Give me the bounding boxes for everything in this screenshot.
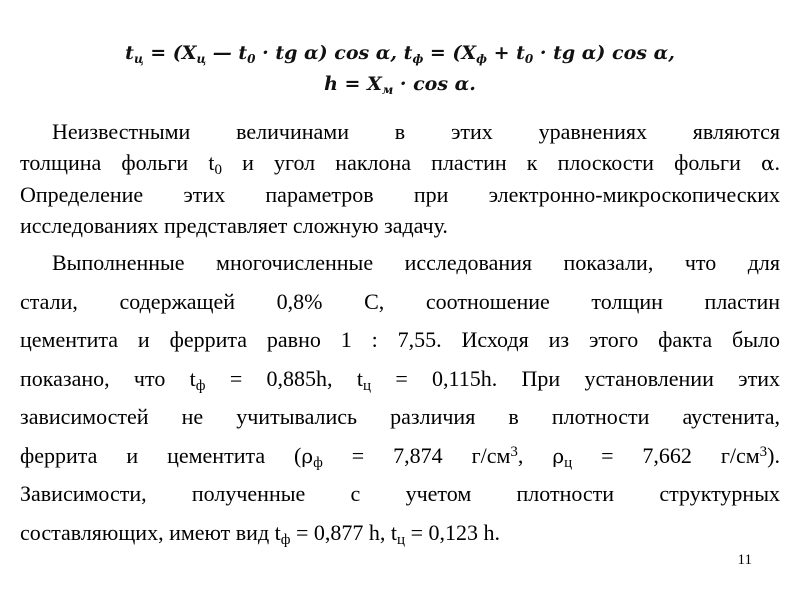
paragraph-line: толщина фольги $t_0$ и угол наклона пластин к плоскости фольги α.: [20, 150, 780, 178]
paragraph-research: [20, 244, 780, 552]
paragraph-unknowns: [20, 116, 780, 241]
formula-line-2: $h = X_м \cdot \cos \alpha$.: [324, 73, 476, 97]
paragraph-line: цементита и феррита равно 1 : 7,55. Исходя из этого факта было: [20, 327, 780, 352]
paragraph-line: исследованиях представляет сложную задачу.: [20, 213, 448, 238]
paragraph-line: феррита и цементита ($\rho_ф = 7,874$ $г/см^3$, $\rho_ц = 7,662$ $г/см^3$).: [20, 442, 780, 471]
paragraph-line: Неизвестными величинами в этих уравнениях являются: [52, 119, 780, 144]
paragraph-line: составляющих, имеют вид $t_ф = 0,877$ h, $t_ц = 0,123$ h.: [20, 519, 500, 548]
paragraph-line: показано, что $t_ф = 0,885h$, $t_ц = 0,115h$. При установлении этих: [20, 365, 780, 394]
paragraph-line: Зависимости, полученные с учетом плотности структурных: [20, 481, 780, 506]
formula-line-1: $t_ц = (X_ц$ — $t_0$ · tg α) cos α, $t_ф = (X_ф + t_0$ · tg α) cos α,: [125, 42, 675, 66]
page-number: 11: [737, 552, 752, 568]
paragraph-line: Выполненные многочисленные исследования показали, что для: [52, 250, 780, 275]
paragraph-line: стали, содержащей 0,8% С, соотношение толщин пластин: [20, 288, 780, 314]
paragraph-line: зависимостей не учитывались различия в плотности аустенита,: [20, 404, 780, 429]
paragraph-line: Определение этих параметров при электронно-микроскопических: [20, 182, 780, 207]
